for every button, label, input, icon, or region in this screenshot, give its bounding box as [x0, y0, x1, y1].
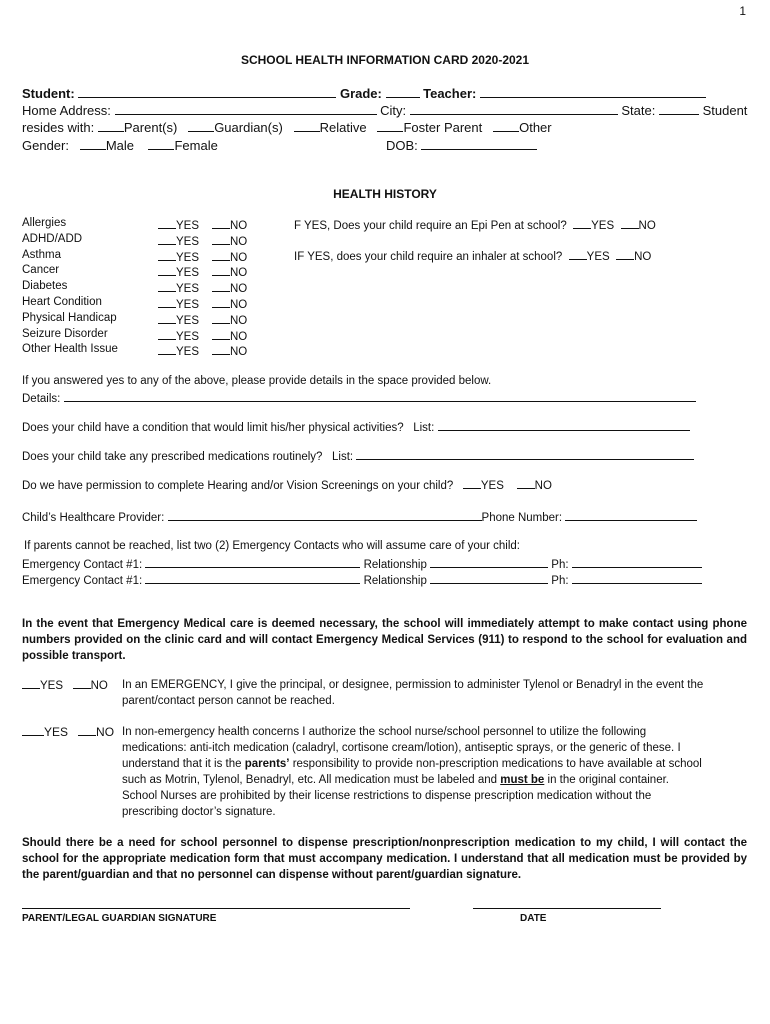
emergency-instruction: If parents cannot be reached, list two (2) Emergency Contacts who will assume care of your child: [24, 540, 521, 552]
physical-limit-question: Does your child have a condition that would limit his/her physical activities? [22, 422, 404, 434]
inhaler-no-checkbox[interactable] [616, 248, 634, 260]
consent-1-no-label: NO [90, 680, 108, 692]
emergency-contact-2-row [22, 572, 702, 587]
resides-parent-checkbox[interactable] [98, 120, 124, 132]
condition-yes [158, 217, 199, 232]
condition-yes-label: YES [176, 220, 200, 232]
grade-label: Grade: [339, 86, 382, 101]
parent-signature-line[interactable] [22, 908, 410, 909]
teacher-field[interactable] [480, 86, 706, 98]
screening-no-checkbox[interactable] [517, 477, 535, 489]
medications-list-label: List: [332, 451, 354, 463]
condition-yes [158, 280, 199, 295]
condition-yes [158, 264, 199, 279]
epi-pen-question: F YES, Does your child require an Epi Pen at school? [294, 220, 567, 232]
emergency-care-notice: In the event that Emergency Medical care is deemed necessary, the school will immediately attempt to make contact using phone numbers provided on the clinic card and will contact Emergency Medical Services (911) to respond to the school for evaluation and possible transport. [22, 618, 747, 662]
condition-label: Seizure Disorder [22, 327, 108, 340]
condition-no [212, 249, 247, 264]
condition-label: Heart Condition [22, 296, 102, 308]
dob-line [386, 138, 537, 153]
epi-no-checkbox[interactable] [621, 217, 639, 229]
condition-label: Asthma [22, 248, 61, 261]
gender-male-checkbox[interactable] [80, 138, 106, 150]
condition-no [212, 296, 247, 311]
condition-no-label: NO [230, 220, 248, 232]
consent-2-part-2: responsibility to provide non-prescription medications to have available at school such as Motrin, Tylenol, Benadryl, etc. All medication must be labeled and [122, 758, 702, 786]
screening-no-label: NO [534, 480, 552, 492]
consent-2-bold-1: parents’ [244, 758, 290, 770]
consent-1-no-checkbox[interactable] [73, 677, 91, 689]
physical-limit-row [22, 419, 690, 434]
consent-2-no-checkbox[interactable] [78, 724, 96, 736]
consent-1-text: In an EMERGENCY, I give the principal, or designee, permission to administer Tylenol or Benadryl in the event the parent/contact person cannot be reached. [122, 679, 704, 707]
resides-label: resides with: [22, 120, 95, 135]
condition-yes [158, 328, 199, 343]
city-label: City: [380, 103, 407, 118]
condition-yes-label: YES [176, 235, 200, 248]
condition-label: Physical Handicap [22, 311, 117, 324]
condition-yes-label: YES [176, 346, 200, 359]
address-line [22, 103, 747, 118]
condition-yes-checkbox[interactable] [158, 328, 176, 340]
condition-yes-checkbox[interactable] [158, 217, 176, 229]
condition-no-checkbox[interactable] [212, 343, 230, 355]
relationship-2-label: Relationship [363, 575, 427, 587]
condition-row [22, 233, 82, 249]
details-line [22, 390, 696, 405]
resides-line [22, 120, 552, 135]
condition-row [22, 296, 102, 312]
screening-yes-checkbox[interactable] [463, 477, 481, 489]
resides-foster-label: Foster Parent [403, 120, 483, 135]
consent-2-part-3: in the original container. School Nurses are prohibited by their license restrictions to dispense prescription medication without the prescribing doctor’s signature. [122, 774, 669, 818]
condition-yes-label: YES [176, 283, 200, 296]
epi-yes-label: YES [591, 220, 615, 232]
condition-no [212, 264, 247, 279]
condition-yes-label: YES [176, 314, 200, 327]
resides-other-checkbox[interactable] [493, 120, 519, 132]
condition-no-checkbox[interactable] [212, 296, 230, 308]
emergency-contact-2-label: Emergency Contact #1: [22, 575, 143, 587]
provider-field[interactable] [168, 509, 482, 521]
condition-yes-label: YES [176, 330, 200, 343]
condition-row [22, 343, 118, 359]
consent-2-yes-checkbox[interactable] [22, 724, 44, 736]
inhaler-row [294, 248, 651, 263]
inhaler-no-label: NO [634, 251, 652, 263]
condition-no-checkbox[interactable] [212, 233, 230, 245]
ph-2-field[interactable] [572, 572, 702, 584]
medications-question: Does your child take any prescribed medications routinely? [22, 451, 323, 463]
provider-label: Child’s Healthcare Provider: [22, 512, 165, 524]
condition-row [22, 264, 59, 280]
epi-no-label: NO [638, 220, 656, 232]
condition-yes [158, 296, 199, 311]
parent-signature-label: PARENT/LEGAL GUARDIAN SIGNATURE [22, 913, 217, 924]
emergency-contact-1-field[interactable] [145, 556, 360, 568]
gender-male-label: Male [105, 138, 135, 153]
gender-label: Gender: [22, 138, 69, 153]
dob-field[interactable] [421, 138, 537, 150]
details-instruction: If you answered yes to any of the above, please provide details in the space provided below. [22, 375, 492, 387]
condition-no [212, 343, 247, 358]
condition-no [212, 233, 247, 248]
condition-row [22, 249, 61, 265]
resides-relative-label: Relative [319, 120, 367, 135]
condition-row [22, 312, 117, 328]
consent-2-part-1: In non-emergency health concerns I authorize the school nurse/school personnel to utilize the following medications: anti-itch medication (caladryl, cortisone cream/lotion), antiseptic sprays, or the generic of these. I understand that it is the [122, 726, 681, 770]
student-label: Student: [22, 86, 75, 101]
condition-yes-checkbox[interactable] [158, 280, 176, 292]
condition-no-label: NO [230, 267, 248, 280]
condition-no-checkbox[interactable] [212, 264, 230, 276]
resides-foster-checkbox[interactable] [377, 120, 403, 132]
condition-no-checkbox[interactable] [212, 328, 230, 340]
relationship-1-label: Relationship [363, 559, 427, 571]
phone-field[interactable] [565, 509, 697, 521]
condition-yes-checkbox[interactable] [158, 296, 176, 308]
condition-no-label: NO [230, 235, 248, 248]
date-label: DATE [520, 913, 547, 924]
condition-yes-checkbox[interactable] [158, 312, 176, 324]
condition-no [212, 217, 247, 232]
student-line [22, 86, 706, 101]
condition-no-label: NO [230, 283, 248, 296]
consent-2-no-label: NO [96, 725, 115, 739]
consent-1-yes-checkbox[interactable] [22, 677, 40, 689]
condition-yes-label: YES [176, 251, 200, 264]
grade-field[interactable] [386, 86, 420, 98]
phone-label: Phone Number: [481, 512, 563, 524]
condition-row [22, 328, 108, 344]
teacher-label: Teacher: [423, 86, 477, 101]
epi-pen-row [294, 217, 656, 232]
health-history-heading: HEALTH HISTORY [333, 187, 437, 201]
condition-yes [158, 343, 199, 358]
condition-no [212, 312, 247, 327]
condition-no [212, 280, 247, 295]
closing-notice: Should there be a need for school personnel to dispense prescription/nonprescription medication to my child, I will contact the school for the appropriate medication form that must accompany medication. I understand that all medication must be provided by the parent/guardian and that no personnel can dispense without parent/guardian signature. [22, 837, 747, 881]
screening-row [22, 477, 552, 492]
resides-guardian-label: Guardian(s) [214, 120, 283, 135]
condition-row [22, 280, 67, 296]
condition-yes-checkbox[interactable] [158, 249, 176, 261]
resides-other-label: Other [519, 120, 552, 135]
medications-row [22, 448, 694, 463]
emergency-contact-2-field[interactable] [145, 572, 360, 584]
condition-no-checkbox[interactable] [212, 312, 230, 324]
epi-yes-checkbox[interactable] [573, 217, 591, 229]
condition-no-label: NO [230, 346, 248, 359]
condition-yes-label: YES [176, 299, 200, 311]
screening-yes-label: YES [480, 480, 504, 492]
condition-no-checkbox[interactable] [212, 280, 230, 292]
condition-yes-label: YES [176, 267, 200, 280]
inhaler-yes-checkbox[interactable] [569, 248, 587, 260]
condition-no-checkbox[interactable] [212, 217, 230, 229]
condition-label: ADHD/ADD [22, 232, 83, 245]
consent-1-options [22, 677, 108, 692]
condition-no-label: NO [230, 299, 248, 311]
resides-parent-label: Parent(s) [123, 120, 178, 135]
condition-label: Allergies [22, 217, 67, 229]
date-line[interactable] [473, 908, 661, 909]
condition-row [22, 217, 66, 233]
student-name-field[interactable] [78, 86, 336, 98]
ph-2-label: Ph: [551, 575, 569, 587]
condition-no-label: NO [230, 251, 248, 264]
condition-no-label: NO [230, 330, 248, 343]
condition-yes [158, 249, 199, 264]
details-field[interactable] [64, 390, 696, 402]
ph-1-label: Ph: [551, 559, 569, 571]
resides-guardian-checkbox[interactable] [188, 120, 214, 132]
page-number: 1 [739, 4, 746, 18]
consent-2-bold-2: must be [500, 774, 545, 786]
condition-yes [158, 312, 199, 327]
condition-no-label: NO [230, 314, 248, 327]
consent-1-yes-label: YES [40, 680, 64, 692]
details-label: Details: [22, 393, 61, 405]
provider-row [22, 509, 697, 524]
state-field[interactable] [659, 103, 699, 115]
consent-2-text [122, 724, 702, 820]
inhaler-yes-label: YES [586, 251, 610, 263]
screening-question: Do we have permission to complete Hearing and/or Vision Screenings on your child? [22, 480, 454, 492]
physical-limit-list-label: List: [413, 422, 435, 434]
condition-no [212, 328, 247, 343]
condition-label: Diabetes [22, 280, 68, 293]
condition-label: Cancer [22, 264, 60, 277]
city-field[interactable] [410, 103, 618, 115]
gender-line [22, 138, 218, 153]
consent-2-yes-label: YES [44, 725, 69, 739]
physical-limit-field[interactable] [438, 419, 690, 431]
state-label: State: [621, 103, 656, 118]
relationship-2-field[interactable] [430, 572, 548, 584]
inhaler-question: IF YES, does your child require an inhaler at school? [294, 251, 563, 263]
resides-relative-checkbox[interactable] [294, 120, 320, 132]
address-label: Home Address: [22, 103, 111, 118]
emergency-contact-1-label: Emergency Contact #1: [22, 559, 143, 571]
page-title: SCHOOL HEALTH INFORMATION CARD 2020-2021 [240, 53, 530, 67]
gender-female-label: Female [174, 138, 218, 153]
student-word: Student [702, 103, 748, 118]
condition-yes-checkbox[interactable] [158, 343, 176, 355]
emergency-contact-1-row [22, 556, 702, 571]
relationship-1-field[interactable] [430, 556, 548, 568]
address-field[interactable] [115, 103, 377, 115]
medications-field[interactable] [356, 448, 694, 460]
ph-1-field[interactable] [572, 556, 702, 568]
condition-no-checkbox[interactable] [212, 249, 230, 261]
gender-female-checkbox[interactable] [148, 138, 174, 150]
condition-yes-checkbox[interactable] [158, 264, 176, 276]
condition-yes [158, 233, 199, 248]
dob-label: DOB: [386, 138, 418, 153]
condition-yes-checkbox[interactable] [158, 233, 176, 245]
condition-label: Other Health Issue [22, 343, 118, 356]
consent-2-options [22, 724, 114, 739]
